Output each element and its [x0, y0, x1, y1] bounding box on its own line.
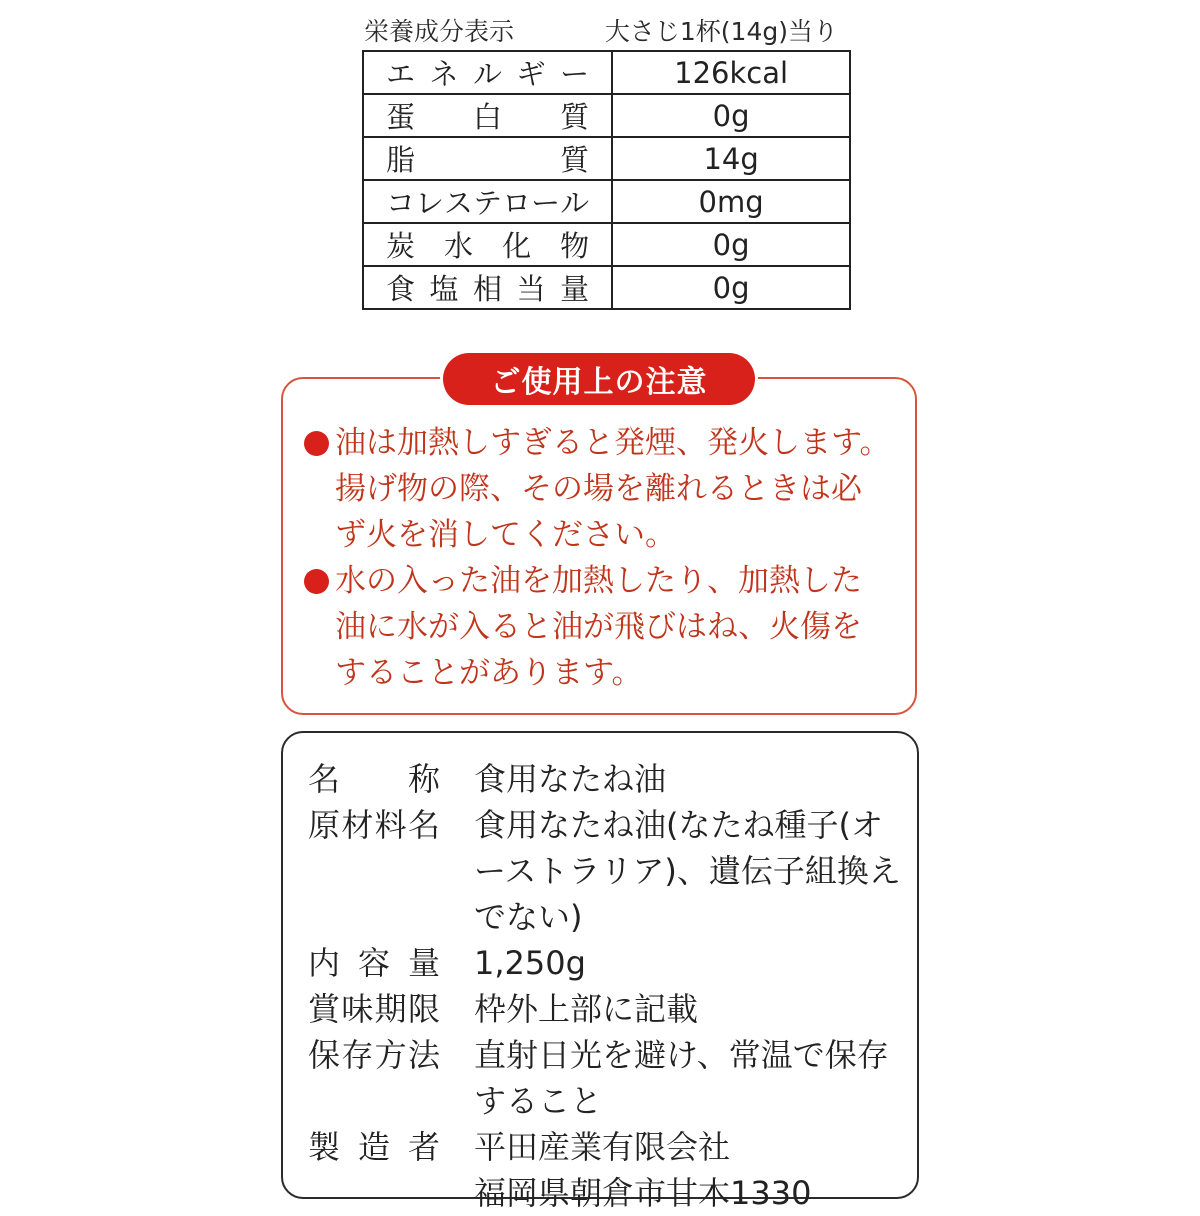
label-char: ギ — [516, 57, 546, 91]
nutrition-label — [386, 224, 589, 265]
caution-line: 揚げ物の際、その場を離れるときは必 — [335, 471, 862, 507]
label-char: ー — [531, 186, 561, 220]
label-char: 法 — [407, 1036, 440, 1074]
info-label — [308, 940, 440, 986]
label-char: コ — [386, 186, 416, 220]
label-char: ス — [444, 186, 474, 220]
label-char: 賞 — [308, 990, 341, 1028]
caution-heading: ご使用上の注意 — [443, 353, 755, 405]
label-char: 味 — [341, 990, 374, 1028]
label-char: 炭 — [386, 229, 416, 263]
label-char: 塩 — [429, 272, 459, 306]
nutrition-header — [362, 12, 840, 46]
caution-item — [303, 420, 903, 558]
nutrition-label — [386, 138, 589, 179]
nutrition-title: 栄養成分表示 — [364, 17, 515, 46]
caution-line: 油は加熱しすぎると発煙、発火します。 — [335, 425, 891, 461]
label-char: 容 — [357, 944, 390, 982]
label-char: 原 — [308, 806, 341, 844]
info-value-line: 枠外上部に記載 — [474, 990, 699, 1028]
label-char: ル — [473, 57, 503, 91]
info-value-line: 福岡県朝倉市甘木1330 — [474, 1174, 812, 1212]
info-value-line: 食用なたね油(なたね種子(オーストラリア)、遺伝子組換えでない) — [474, 806, 901, 936]
label-char: 蛋 — [386, 100, 416, 134]
label-char: テ — [473, 186, 503, 220]
info-label — [308, 756, 440, 802]
nutrition-label — [386, 95, 589, 136]
label-char: 方 — [374, 1036, 407, 1074]
label-char: 内 — [308, 944, 341, 982]
label-char: 限 — [407, 990, 440, 1028]
label-char: 物 — [560, 229, 590, 263]
nutrition-label — [386, 52, 589, 93]
info-value — [474, 802, 908, 940]
info-row-name — [308, 756, 908, 802]
product-info-list — [308, 756, 908, 1216]
label-char: 化 — [502, 229, 532, 263]
info-row-manufacturer — [308, 1124, 908, 1216]
info-label — [308, 986, 440, 1032]
info-value-line: 平田産業有限会社 — [474, 1128, 731, 1166]
nutrition-row — [363, 223, 850, 266]
label-char: 質 — [560, 100, 590, 134]
label-char: 造 — [357, 1128, 390, 1166]
nutrition-value: 14g — [612, 137, 850, 180]
nutrition-row — [363, 94, 850, 137]
label-char: 期 — [374, 990, 407, 1028]
nutrition-value: 0g — [612, 94, 850, 137]
label-char: 相 — [473, 272, 503, 306]
serving-size: 大さじ1杯(14g)当り — [604, 17, 838, 46]
label-char: レ — [415, 186, 445, 220]
label-char: 保 — [308, 1036, 341, 1074]
label-char: 量 — [560, 272, 590, 306]
label-char: エ — [386, 57, 416, 91]
label-char: ル — [560, 186, 590, 220]
label-char: 材 — [341, 806, 374, 844]
label-char: 名 — [407, 806, 440, 844]
bullet-dot-icon — [304, 569, 329, 594]
label-char: 当 — [516, 272, 546, 306]
label-char: 水 — [444, 229, 474, 263]
info-value — [474, 1032, 908, 1124]
nutrition-value: 0mg — [612, 180, 850, 223]
label-char: 質 — [560, 143, 590, 177]
info-value — [474, 986, 908, 1032]
label-char: ロ — [502, 186, 532, 220]
info-row-best-before — [308, 986, 908, 1032]
nutrition-row — [363, 51, 850, 94]
nutrition-row — [363, 180, 850, 223]
info-value-line: 直射日光を避け、常温で保存 — [474, 1036, 889, 1074]
label-char: 者 — [407, 1128, 440, 1166]
caution-line: 水の入った油を加熱したり、加熱した — [335, 563, 862, 599]
nutrition-row — [363, 266, 850, 309]
nutrition-label — [386, 267, 589, 308]
label-char: 料 — [374, 806, 407, 844]
nutrition-table — [362, 50, 851, 310]
info-label — [308, 1032, 440, 1078]
label-char: 脂 — [386, 143, 416, 177]
nutrition-row — [363, 137, 850, 180]
info-row-storage — [308, 1032, 908, 1124]
nutrition-value: 0g — [612, 223, 850, 266]
label-char: 量 — [407, 944, 440, 982]
caution-item — [303, 558, 903, 696]
info-label — [308, 802, 440, 848]
info-value — [474, 756, 908, 802]
caution-line: 油に水が入ると油が飛びはね、火傷を — [335, 609, 862, 645]
bullet-dot-icon — [304, 431, 329, 456]
label-char: 存 — [341, 1036, 374, 1074]
label-char: 製 — [308, 1128, 341, 1166]
label-char: 白 — [473, 100, 503, 134]
info-row-quantity — [308, 940, 908, 986]
caution-line: ず火を消してください。 — [335, 517, 676, 553]
info-value — [474, 940, 908, 986]
label-char: 食 — [386, 272, 416, 306]
label-char: 称 — [407, 760, 440, 798]
info-value-line: すること — [474, 1082, 603, 1120]
caution-line: することがあります。 — [335, 655, 643, 691]
label-char: ネ — [429, 57, 459, 91]
info-row-ingredients — [308, 802, 908, 940]
label-char: ー — [560, 57, 590, 91]
nutrition-value: 126kcal — [612, 51, 850, 94]
info-label — [308, 1124, 440, 1170]
info-value-line: 1,250g — [474, 944, 586, 982]
nutrition-label — [386, 181, 589, 222]
info-value — [474, 1124, 908, 1216]
info-value-line: 食用なたね油 — [474, 760, 667, 798]
label-char: 名 — [308, 760, 341, 798]
caution-list — [303, 420, 903, 696]
nutrition-value: 0g — [612, 266, 850, 309]
